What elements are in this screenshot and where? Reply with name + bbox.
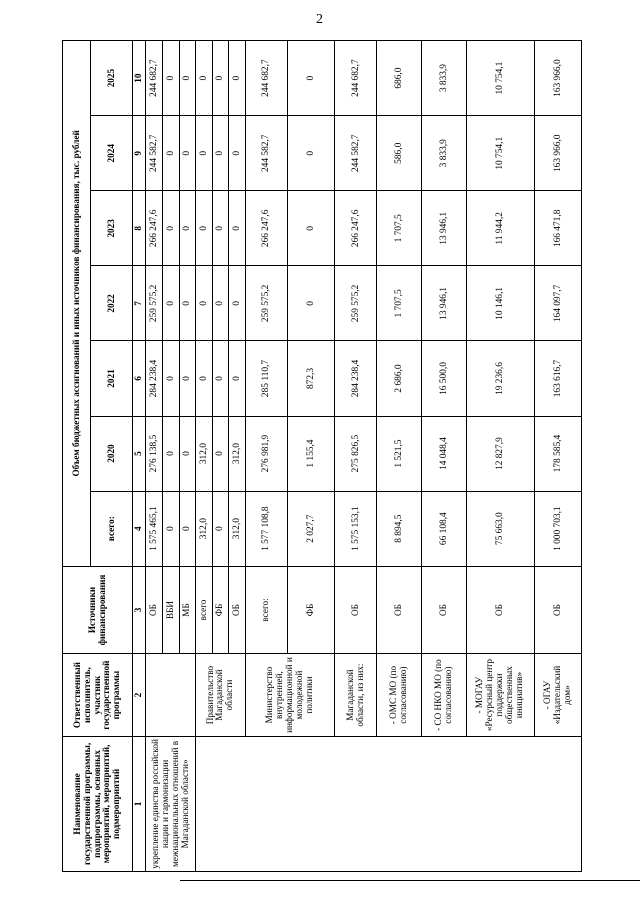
value-cell: 0	[162, 341, 179, 416]
header-year: 2020	[91, 416, 133, 491]
value-cell: 163 966,0	[534, 41, 581, 116]
value-cell: 244 582,7	[146, 116, 163, 191]
value-cell: 686,0	[377, 41, 422, 116]
value-cell: 164 097,7	[534, 266, 581, 341]
footer-rule	[180, 880, 640, 881]
value-cell: 0	[212, 341, 228, 416]
value-cell: 8 894,5	[377, 491, 422, 566]
source-cell: ОБ	[229, 566, 245, 654]
value-cell: 0	[212, 191, 228, 266]
value-cell: 1 707,5	[377, 191, 422, 266]
value-cell: 0	[179, 341, 196, 416]
source-cell: ВБИ	[162, 566, 179, 654]
executor-cell: - ОГАУ «Издательский дом»	[534, 654, 581, 737]
value-cell: 284 238,4	[146, 341, 163, 416]
value-cell: 312,0	[229, 416, 245, 491]
column-number: 6	[133, 341, 146, 416]
value-cell: 1 000 703,1	[534, 491, 581, 566]
source-cell: ОБ	[146, 566, 163, 654]
executor-cell: - ОМС МО (по согласованию)	[377, 654, 422, 737]
value-cell: 0	[229, 341, 245, 416]
source-cell: ОБ	[334, 566, 376, 654]
value-cell: 244 582,7	[334, 116, 376, 191]
value-cell: 259 575,2	[334, 266, 376, 341]
value-cell: 276 138,5	[146, 416, 163, 491]
header-year: 2025	[91, 41, 133, 116]
value-cell: 12 827,9	[466, 416, 534, 491]
value-cell: 312,0	[229, 491, 245, 566]
value-cell: 0	[287, 116, 334, 191]
value-cell: 0	[212, 416, 228, 491]
header-financing-group: Объем бюджетных ассигнований и иных источников финансирования, тыс. рублей	[63, 41, 91, 567]
executor-cell: - МОГАУ «Ресурсный центр поддержки общественных инициатив»	[466, 654, 534, 737]
column-number: 7	[133, 266, 146, 341]
program-name-cell-empty	[196, 736, 582, 871]
value-cell: 0	[179, 416, 196, 491]
value-cell: 0	[229, 116, 245, 191]
value-cell: 0	[287, 266, 334, 341]
value-cell: 0	[196, 41, 212, 116]
header-name: Наименование государственной программы, подпрограммы, основных мероприятий, мероприятий, подмероприятий	[63, 736, 133, 871]
column-number: 9	[133, 116, 146, 191]
source-cell: ОБ	[377, 566, 422, 654]
value-cell: 0	[196, 341, 212, 416]
column-number: 1	[133, 736, 146, 871]
value-cell: 16 500,0	[421, 341, 466, 416]
value-cell: 284 238,4	[334, 341, 376, 416]
value-cell: 1 707,5	[377, 266, 422, 341]
value-cell: 166 471,8	[534, 191, 581, 266]
value-cell: 586,0	[377, 116, 422, 191]
executor-cell: Магаданской области, из них:	[334, 654, 376, 737]
value-cell: 266 247,6	[245, 191, 287, 266]
column-number: 4	[133, 491, 146, 566]
column-number: 5	[133, 416, 146, 491]
column-number: 2	[133, 654, 146, 737]
value-cell: 2 027,7	[287, 491, 334, 566]
value-cell: 244 682,7	[245, 41, 287, 116]
value-cell: 244 682,7	[334, 41, 376, 116]
value-cell: 2 686,0	[377, 341, 422, 416]
value-cell: 10 754,1	[466, 41, 534, 116]
header-year: 2023	[91, 191, 133, 266]
source-cell: ОБ	[534, 566, 581, 654]
source-cell: ОБ	[421, 566, 466, 654]
value-cell: 10 754,1	[466, 116, 534, 191]
value-cell: 19 236,6	[466, 341, 534, 416]
value-cell: 1 577 108,8	[245, 491, 287, 566]
value-cell: 163 616,7	[534, 341, 581, 416]
value-cell: 14 048,4	[421, 416, 466, 491]
source-cell: ОБ	[466, 566, 534, 654]
value-cell: 312,0	[196, 491, 212, 566]
value-cell: 1 155,4	[287, 416, 334, 491]
value-cell: 3 833,9	[421, 116, 466, 191]
value-cell: 0	[212, 266, 228, 341]
value-cell: 0	[179, 191, 196, 266]
value-cell: 1 575 465,1	[146, 491, 163, 566]
value-cell: 0	[179, 41, 196, 116]
header-executor: Ответственный исполнитель, участник государственной программы	[63, 654, 133, 737]
source-cell: ФБ	[287, 566, 334, 654]
header-source: Источники финансирования	[63, 566, 133, 654]
value-cell: 75 663,0	[466, 491, 534, 566]
value-cell: 0	[179, 491, 196, 566]
value-cell: 10 146,1	[466, 266, 534, 341]
value-cell: 0	[162, 491, 179, 566]
value-cell: 266 247,6	[146, 191, 163, 266]
value-cell: 11 944,2	[466, 191, 534, 266]
value-cell: 0	[212, 116, 228, 191]
column-number: 3	[133, 566, 146, 654]
value-cell: 0	[287, 191, 334, 266]
value-cell: 0	[229, 41, 245, 116]
value-cell: 266 247,6	[334, 191, 376, 266]
value-cell: 0	[212, 491, 228, 566]
value-cell: 0	[162, 266, 179, 341]
value-cell: 259 575,2	[146, 266, 163, 341]
value-cell: 244 682,7	[146, 41, 163, 116]
value-cell: 178 585,4	[534, 416, 581, 491]
value-cell: 3 833,9	[421, 41, 466, 116]
value-cell: 244 582,7	[245, 116, 287, 191]
value-cell: 0	[179, 116, 196, 191]
executor-cell: Правительство Магаданской области	[196, 654, 245, 737]
value-cell: 312,0	[196, 416, 212, 491]
column-number: 10	[133, 41, 146, 116]
source-cell: ФБ	[212, 566, 228, 654]
page-number: 2	[316, 12, 323, 27]
value-cell: 1 521,5	[377, 416, 422, 491]
header-year: 2024	[91, 116, 133, 191]
value-cell: 66 108,4	[421, 491, 466, 566]
value-cell: 259 575,2	[245, 266, 287, 341]
rotated-table-wrapper	[62, 40, 582, 872]
program-name-cell: укрепление единства российской нации и гармонизации межнациональных отношений в Магаданской области»	[146, 736, 196, 871]
source-cell: всего	[196, 566, 212, 654]
table-row	[196, 41, 212, 872]
value-cell: 1 575 153,1	[334, 491, 376, 566]
value-cell: 13 946,1	[421, 191, 466, 266]
source-cell: всего:	[245, 566, 287, 654]
value-cell: 0	[162, 41, 179, 116]
value-cell: 0	[162, 416, 179, 491]
source-cell: МБ	[179, 566, 196, 654]
column-number: 8	[133, 191, 146, 266]
value-cell: 276 981,9	[245, 416, 287, 491]
value-cell: 0	[196, 191, 212, 266]
value-cell: 0	[287, 41, 334, 116]
executor-cell: Министерство внутренней, информационной и молодежной политики	[245, 654, 334, 737]
value-cell: 163 966,0	[534, 116, 581, 191]
table-row	[146, 41, 163, 872]
value-cell: 285 110,7	[245, 341, 287, 416]
executor-cell	[146, 654, 196, 737]
value-cell: 872,3	[287, 341, 334, 416]
value-cell: 0	[196, 266, 212, 341]
value-cell: 0	[229, 191, 245, 266]
value-cell: 0	[179, 266, 196, 341]
value-cell: 13 946,1	[421, 266, 466, 341]
value-cell: 0	[212, 41, 228, 116]
header-year: 2021	[91, 341, 133, 416]
header-year: 2022	[91, 266, 133, 341]
executor-cell: - СО НКО МО (по согласованию)	[421, 654, 466, 737]
value-cell: 275 826,5	[334, 416, 376, 491]
value-cell: 0	[229, 266, 245, 341]
value-cell: 0	[196, 116, 212, 191]
header-year: всего:	[91, 491, 133, 566]
financing-table	[62, 40, 582, 872]
value-cell: 0	[162, 116, 179, 191]
value-cell: 0	[162, 191, 179, 266]
